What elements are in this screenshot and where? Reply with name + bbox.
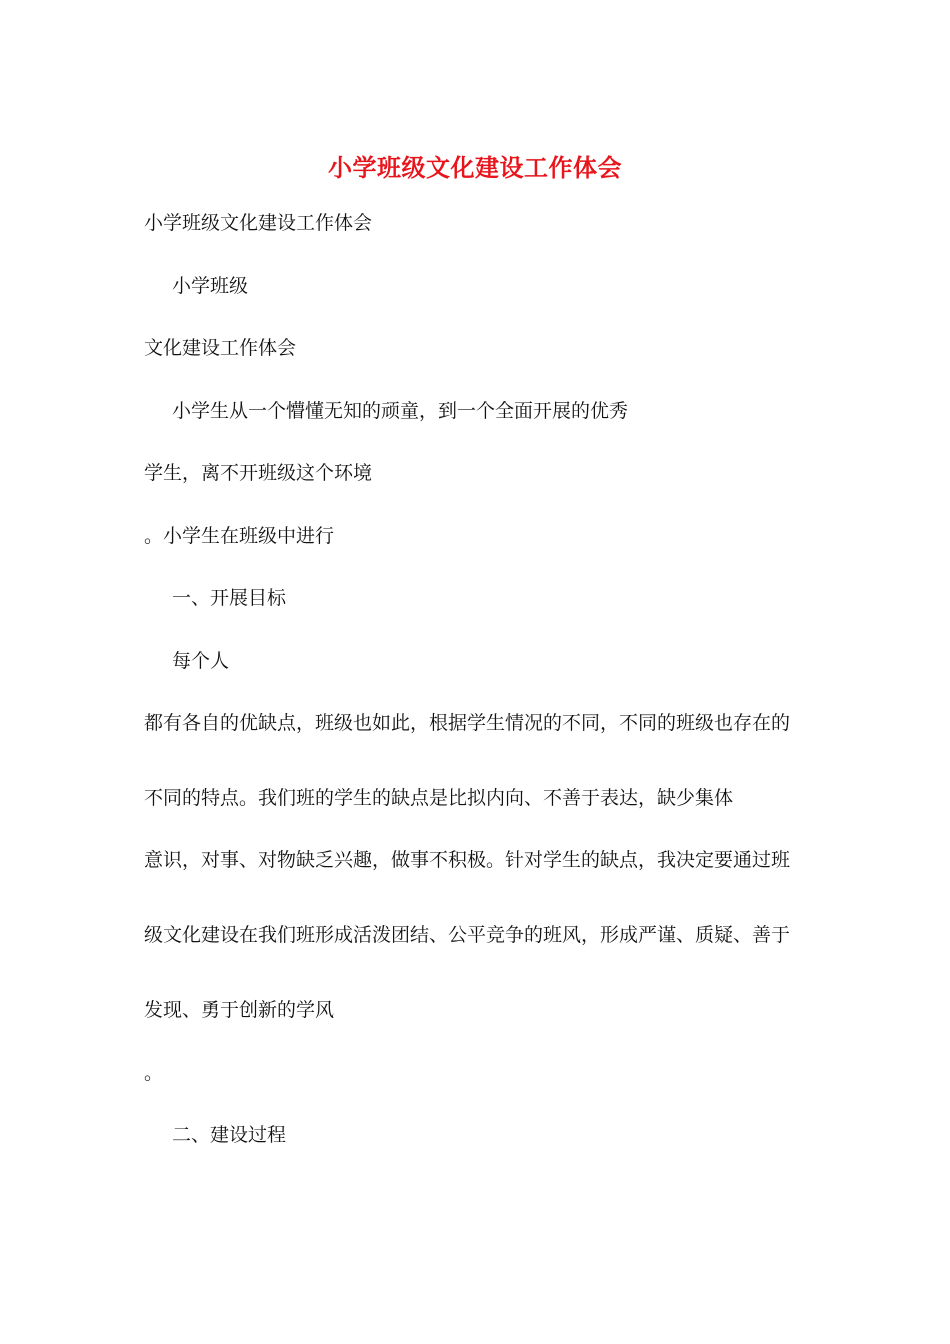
- paragraph-line: 都有各自的优缺点，班级也如此，根据学生情况的不同，不同的班级也存在的: [144, 712, 791, 734]
- paragraph-line: 小学生从一个懵懂无知的顽童，到一个全面开展的优秀: [172, 400, 629, 422]
- paragraph-line: 不同的特点。我们班的学生的缺点是比拟内向、不善于表达，缺少集体: [144, 787, 734, 809]
- paragraph-line: 意识，对事、对物缺乏兴趣，做事不积极。针对学生的缺点，我决定要通过班: [144, 849, 791, 871]
- document-title: 小学班级文化建设工作体会: [328, 153, 622, 182]
- paragraph-line: 。小学生在班级中进行: [144, 525, 335, 547]
- paragraph-line: 每个人: [172, 650, 230, 672]
- paragraph-line: 文化建设工作体会: [144, 337, 297, 359]
- paragraph-line: 。: [144, 1062, 164, 1084]
- section-heading: 二、建设过程: [172, 1124, 287, 1146]
- paragraph-line: 发现、勇于创新的学风: [144, 999, 335, 1021]
- paragraph-line: 级文化建设在我们班形成活泼团结、公平竞争的班风，形成严谨、质疑、善于: [144, 924, 791, 946]
- paragraph-line: 学生，离不开班级这个环境: [144, 462, 373, 484]
- paragraph-line: 小学班级: [172, 275, 249, 297]
- section-heading: 一、开展目标: [172, 587, 287, 609]
- paragraph-line: 小学班级文化建设工作体会: [144, 212, 373, 234]
